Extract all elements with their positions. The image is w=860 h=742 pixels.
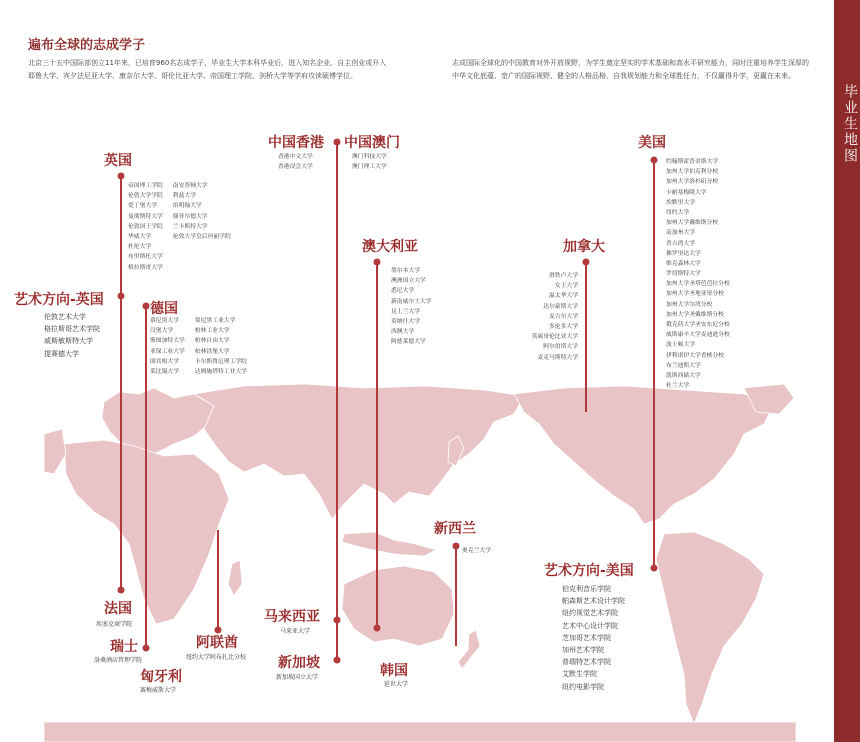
region-hongkong-title: 中国香港 bbox=[268, 135, 324, 151]
university-item: 波士顿大学 bbox=[666, 342, 695, 349]
pin-dot-usa bbox=[651, 157, 658, 164]
university-item: 加州大学圣戴维斯分校 bbox=[666, 311, 724, 318]
art-school-item: 纽约视觉艺术学院 bbox=[562, 609, 618, 618]
university-item: 昆士兰大学 bbox=[391, 308, 420, 315]
australia-universities bbox=[391, 266, 432, 348]
switzerland-university: 洛桑酒店管理学院 bbox=[94, 657, 143, 664]
region-singapore-title: 新加坡 bbox=[278, 655, 320, 671]
university-item: 威斯康辛大学麦迪逊分校 bbox=[666, 332, 730, 339]
university-item: 杜伦大学 bbox=[128, 244, 152, 251]
university-item: 南安普顿大学 bbox=[172, 183, 208, 189]
university-item: 麦吉尔大学 bbox=[549, 313, 578, 320]
university-item: 杜兰大学 bbox=[666, 383, 690, 390]
university-item: 西澳大学 bbox=[391, 329, 415, 336]
map-north-america bbox=[514, 386, 774, 524]
university-item: 加州大学伯克利分校 bbox=[666, 169, 719, 176]
region-uae-title: 阿联酋 bbox=[196, 635, 238, 651]
pin-dot-art-uk bbox=[118, 293, 125, 300]
art-school-item: 提赛德大学 bbox=[44, 349, 79, 358]
university-item: 澳门理工大学 bbox=[352, 164, 387, 171]
region-switzerland-title: 瑞士 bbox=[110, 639, 138, 655]
map-antarctica bbox=[44, 722, 796, 742]
university-item: 悉尼大学 bbox=[391, 288, 415, 295]
region-malaysia-title: 马来西亚 bbox=[264, 609, 320, 625]
university-item: 慕尼黑大学 bbox=[150, 318, 179, 324]
university-item: 汉堡大学 bbox=[150, 328, 174, 335]
pin-line-nz bbox=[455, 546, 457, 646]
region-macau-title: 中国澳门 bbox=[344, 135, 400, 151]
macau-universities bbox=[352, 152, 387, 172]
university-item: 澳门科技大学 bbox=[352, 154, 387, 160]
university-item: 麦克马斯特大学 bbox=[537, 354, 578, 361]
map-australia bbox=[342, 566, 454, 646]
university-item: 兰卡斯特大学 bbox=[172, 223, 208, 230]
region-canada-title: 加拿大 bbox=[563, 239, 605, 255]
pin-dot-france bbox=[118, 587, 125, 594]
art-uk-list bbox=[44, 311, 100, 360]
university-item: 滑铁卢大学 bbox=[549, 273, 578, 279]
university-item: 澳洲国立大学 bbox=[391, 278, 426, 285]
university-item: 伦敦大学学院 bbox=[128, 193, 163, 200]
pin-line-canada bbox=[585, 262, 587, 412]
nz-universities bbox=[462, 546, 491, 556]
map-madagascar bbox=[228, 560, 242, 596]
intro-paragraph-right: 志成国际全球化的中国教育对外开放视野，为学生奠定坚实的学术基础和高水平研究能力，同时注重培养学生深厚的中华文化底蕴、宽广的国际视野、健全的人格品格、自我规划能力和全球胜任力，不仅赢得升学，更赢在未来。 bbox=[452, 59, 809, 80]
germany-universities bbox=[150, 316, 247, 377]
pin-line-uae bbox=[217, 530, 219, 630]
canada-universities bbox=[522, 271, 578, 363]
pin-dot-germany bbox=[143, 303, 150, 310]
uae-university: 纽约大学阿布扎比分校 bbox=[186, 654, 247, 661]
art-school-item: 帕森斯艺术设计学院 bbox=[562, 597, 625, 606]
university-item: 谢菲尔德大学 bbox=[172, 213, 208, 220]
region-germany-title: 德国 bbox=[150, 301, 178, 317]
university-item: 阿尔伯塔大学 bbox=[543, 344, 578, 351]
art-school-item: 威斯敏斯特大学 bbox=[44, 337, 93, 346]
pin-dot-hongkong bbox=[334, 139, 341, 146]
university-item: 加州大学尔湾分校 bbox=[666, 301, 713, 308]
art-school-item: 格拉斯哥艺术学院 bbox=[44, 325, 100, 334]
page-title: 遍布全球的志成学子 bbox=[28, 38, 146, 53]
university-item: 达姆施塔特工业大学 bbox=[194, 368, 247, 375]
university-item: 伯明翰大学 bbox=[172, 203, 202, 210]
university-item: 卡耐基梅隆大学 bbox=[666, 189, 707, 196]
university-item: 达尔豪斯大学 bbox=[543, 303, 578, 310]
region-france-title: 法国 bbox=[104, 601, 132, 617]
pin-dot-canada bbox=[583, 259, 590, 266]
region-nz-title: 新西兰 bbox=[434, 521, 476, 537]
university-item: 曼彻斯特大学 bbox=[128, 213, 163, 220]
university-item: 英属哥伦比亚大学 bbox=[531, 334, 578, 341]
pin-dot-singapore bbox=[334, 657, 341, 664]
university-item: 香港中文大学 bbox=[278, 154, 313, 160]
university-item: 女王大学 bbox=[554, 283, 578, 290]
university-item: 爱丁堡大学 bbox=[128, 203, 157, 210]
university-item: 图宾根大学 bbox=[150, 358, 179, 365]
map-new-zealand bbox=[458, 630, 480, 669]
university-item: 加州大学圣塔芭芭拉分校 bbox=[666, 281, 730, 288]
uk-universities bbox=[128, 181, 231, 273]
pin-dot-korea bbox=[374, 625, 381, 632]
university-item: 佛罗里达大学 bbox=[666, 250, 701, 257]
map-indonesia bbox=[342, 532, 436, 556]
university-item: 格拉斯哥大学 bbox=[128, 264, 163, 271]
region-uk-title: 英国 bbox=[104, 153, 132, 169]
university-item: 卡尔斯鲁厄理工学院 bbox=[194, 358, 247, 365]
pin-line-hongkong bbox=[336, 142, 338, 660]
university-item: 凯斯西储大学 bbox=[666, 372, 701, 379]
pin-dot-australia bbox=[374, 259, 381, 266]
region-art-uk-title: 艺术方向-英国 bbox=[14, 292, 104, 308]
university-item: 维克森林大学 bbox=[666, 260, 701, 267]
university-item: 亚琛工业大学 bbox=[150, 348, 185, 355]
pin-line-germany bbox=[145, 306, 147, 648]
map-asia bbox=[194, 384, 524, 519]
pin-dot-uk bbox=[118, 173, 125, 180]
university-item: 南加州大学 bbox=[666, 230, 695, 237]
art-us-list bbox=[562, 583, 625, 693]
university-item: 普吉湾大学 bbox=[666, 240, 695, 247]
university-item: 伦敦大学皇后玛丽学院 bbox=[172, 233, 231, 240]
pin-dot-nz bbox=[453, 543, 460, 550]
university-item: 莱比锡大学 bbox=[150, 368, 179, 375]
hongkong-universities bbox=[278, 152, 313, 172]
art-school-item: 艾默生学院 bbox=[562, 670, 597, 679]
pin-dot-art-us bbox=[651, 565, 658, 572]
university-item: 帝国理工学院 bbox=[128, 183, 163, 189]
pin-dot-switzerland bbox=[143, 645, 150, 652]
region-australia-title: 澳大利亚 bbox=[362, 239, 418, 255]
art-school-item: 芝加哥艺术学院 bbox=[562, 633, 611, 642]
art-school-item: 纽约电影学院 bbox=[562, 682, 604, 691]
map-west-edge bbox=[44, 429, 66, 474]
university-item: 柏林自由大学 bbox=[194, 338, 230, 345]
pin-line-uk bbox=[120, 176, 122, 590]
university-item: 墨尔本大学 bbox=[391, 268, 420, 274]
pin-dot-malaysia bbox=[334, 617, 341, 624]
map-south-america bbox=[656, 532, 764, 724]
malaysia-university: 马来亚大学 bbox=[280, 628, 311, 635]
university-item: 华威大学 bbox=[128, 233, 152, 240]
university-item: 加州大学戴维斯分校 bbox=[666, 220, 719, 227]
side-tab-label: 毕业生地图 bbox=[842, 84, 858, 164]
university-item: 慕尼黑工业大学 bbox=[194, 318, 236, 324]
university-item: 阿德莱德大学 bbox=[391, 339, 426, 346]
france-university: 埃塞克商学院 bbox=[96, 621, 133, 628]
usa-universities bbox=[666, 157, 730, 391]
intro-paragraph-left: 北京三十五中国际部创立11年来，已培育960名志成学子，毕业生大学本科毕业后，进入知名企业、自主创业或升入耶鲁大学、宾夕法尼亚大学、康奈尔大学、哥伦比亚大学、帝国理工学院、剑桥大学等学府攻读硕博学位。 bbox=[28, 59, 387, 80]
university-item: 斯图加特大学 bbox=[150, 338, 185, 345]
university-item: 约翰斯霍普金斯大学 bbox=[666, 159, 719, 165]
university-item: 布兰迪斯大学 bbox=[666, 362, 701, 369]
university-item: 布里斯托大学 bbox=[128, 254, 163, 261]
region-art-us-title: 艺术方向-美国 bbox=[544, 563, 634, 579]
university-item: 伦敦国王学院 bbox=[128, 223, 163, 230]
art-school-item: 伦敦艺术大学 bbox=[44, 313, 86, 321]
region-korea-title: 韩国 bbox=[380, 663, 408, 679]
art-school-item: 普瑞特艺术学院 bbox=[562, 658, 611, 667]
region-usa-title: 美国 bbox=[638, 135, 666, 151]
art-school-item: 艺术中心设计学院 bbox=[562, 621, 618, 630]
art-school-item: 加州艺术学院 bbox=[562, 645, 604, 654]
university-item: 纽约大学 bbox=[666, 209, 690, 216]
university-item: 罗切斯特大学 bbox=[666, 271, 701, 278]
university-item: 柏林工业大学 bbox=[194, 328, 230, 335]
university-item: 伊利诺伊大学香槟分校 bbox=[666, 352, 724, 359]
university-item: 俄克荷大学圣安东尼分校 bbox=[666, 322, 730, 328]
university-item: 奥克兰大学 bbox=[462, 548, 491, 554]
art-school-item: 伯克利音乐学院 bbox=[562, 585, 611, 593]
university-item: 柏林洪堡大学 bbox=[194, 348, 230, 355]
university-item: 莫纳什大学 bbox=[391, 318, 420, 325]
university-item: 多伦多大学 bbox=[549, 323, 578, 330]
university-item: 新南威尔士大学 bbox=[391, 298, 432, 305]
university-item: 温太华大学 bbox=[549, 293, 578, 300]
map-africa bbox=[64, 440, 229, 624]
singapore-university: 新加坡国立大学 bbox=[276, 674, 319, 681]
university-item: 香港浸会大学 bbox=[278, 164, 313, 171]
university-item: 利兹大学 bbox=[172, 193, 196, 200]
university-item: 加州大学洛杉矶分校 bbox=[666, 179, 719, 186]
hungary-university: 赛梅威斯大学 bbox=[140, 687, 177, 694]
region-hungary-title: 匈牙利 bbox=[140, 669, 182, 685]
korea-university: 延世大学 bbox=[384, 681, 409, 688]
pin-line-usa bbox=[653, 160, 655, 568]
pin-line-australia bbox=[376, 262, 378, 628]
university-item: 埃默里大学 bbox=[666, 199, 695, 206]
university-item: 加州大学圣地亚哥分校 bbox=[666, 291, 724, 298]
